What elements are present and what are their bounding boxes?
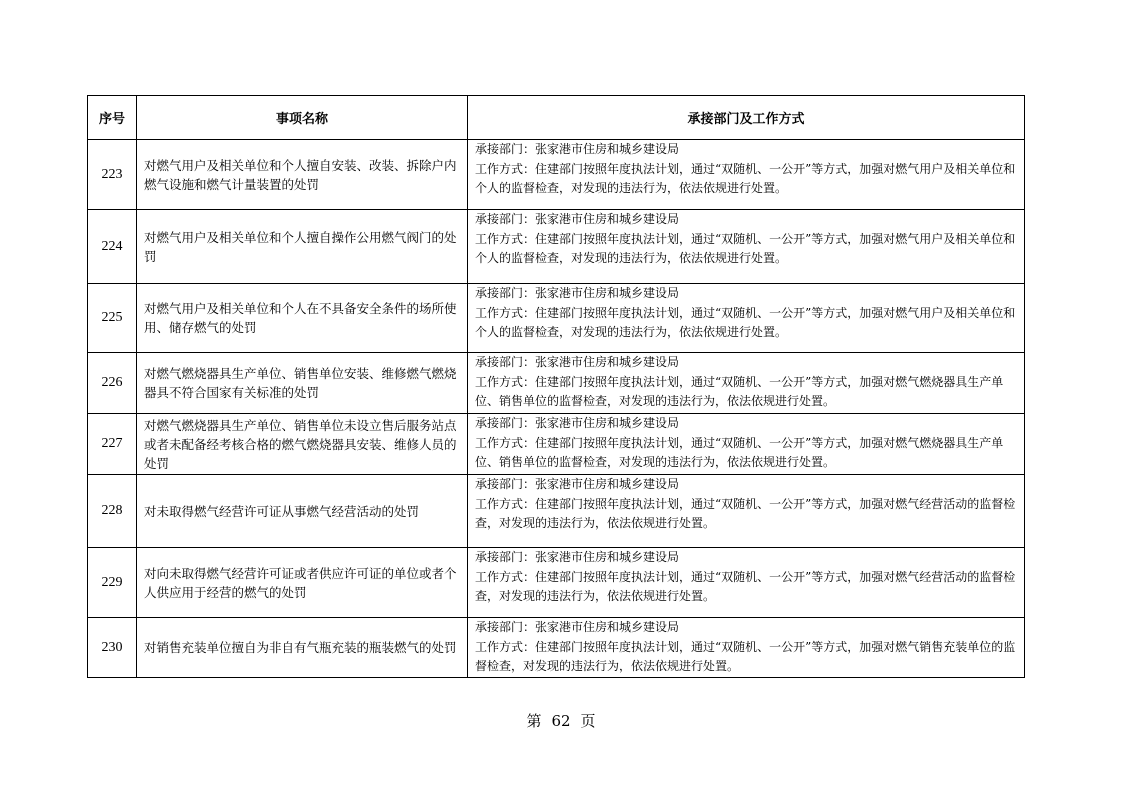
item-name: 对未取得燃气经营许可证从事燃气经营活动的处罚 xyxy=(137,475,468,548)
table-row xyxy=(88,414,1025,475)
page-footer xyxy=(0,710,1122,731)
row-number: 224 xyxy=(88,210,137,284)
table-row xyxy=(88,210,1025,284)
row-number: 228 xyxy=(88,475,137,548)
dept-method-cell xyxy=(468,284,1025,353)
method-line: 工作方式：住建部门按照年度执法计划，通过“双随机、一公开”等方式，加强对燃气用户及相关单位和个人的监督检查，对发现的违法行为，依法依规进行处置。 xyxy=(475,305,1016,339)
method-line: 工作方式：住建部门按照年度执法计划，通过“双随机、一公开”等方式，加强对燃气燃烧器具生产单位、销售单位的监督检查，对发现的违法行为，依法依规进行处置。 xyxy=(475,374,1004,408)
dept-method-cell xyxy=(468,414,1025,475)
row-number: 227 xyxy=(88,414,137,475)
row-number: 229 xyxy=(88,548,137,618)
items-table xyxy=(87,95,1025,678)
method-line: 工作方式：住建部门按照年度执法计划，通过“双随机、一公开”等方式，加强对燃气销售充装单位的监督检查，对发现的违法行为，依法依规进行处置。 xyxy=(475,639,1016,673)
item-name: 对燃气用户及相关单位和个人在不具备安全条件的场所使用、储存燃气的处罚 xyxy=(137,284,468,353)
item-name: 对燃气燃烧器具生产单位、销售单位安装、维修燃气燃烧器具不符合国家有关标准的处罚 xyxy=(137,353,468,414)
table-row xyxy=(88,353,1025,414)
dept-line: 承接部门：张家港市住房和城乡建设局 xyxy=(475,416,680,430)
row-number: 225 xyxy=(88,284,137,353)
page-suffix: 页 xyxy=(580,712,596,730)
table-header-row xyxy=(88,96,1025,140)
method-line: 工作方式：住建部门按照年度执法计划，通过“双随机、一公开”等方式，加强对燃气用户及相关单位和个人的监督检查，对发现的违法行为，依法依规进行处置。 xyxy=(475,231,1016,265)
dept-line: 承接部门：张家港市住房和城乡建设局 xyxy=(475,477,680,491)
row-number: 230 xyxy=(88,618,137,678)
method-line: 工作方式：住建部门按照年度执法计划，通过“双随机、一公开”等方式，加强对燃气经营活动的监督检查，对发现的违法行为，依法依规进行处置。 xyxy=(475,569,1016,603)
row-number: 223 xyxy=(88,140,137,210)
dept-method-cell xyxy=(468,548,1025,618)
dept-line: 承接部门：张家港市住房和城乡建设局 xyxy=(475,142,680,156)
method-line: 工作方式：住建部门按照年度执法计划，通过“双随机、一公开”等方式，加强对燃气经营活动的监督检查，对发现的违法行为，依法依规进行处置。 xyxy=(475,496,1016,530)
method-line: 工作方式：住建部门按照年度执法计划，通过“双随机、一公开”等方式，加强对燃气用户及相关单位和个人的监督检查，对发现的违法行为，依法依规进行处置。 xyxy=(475,161,1016,195)
header-dept-method: 承接部门及工作方式 xyxy=(468,96,1025,140)
dept-line: 承接部门：张家港市住房和城乡建设局 xyxy=(475,550,680,564)
table-row xyxy=(88,548,1025,618)
dept-line: 承接部门：张家港市住房和城乡建设局 xyxy=(475,620,680,634)
dept-line: 承接部门：张家港市住房和城乡建设局 xyxy=(475,212,680,226)
header-item-name: 事项名称 xyxy=(137,96,468,140)
dept-line: 承接部门：张家港市住房和城乡建设局 xyxy=(475,355,680,369)
table-row xyxy=(88,140,1025,210)
dept-method-cell xyxy=(468,140,1025,210)
page-prefix: 第 xyxy=(526,712,542,730)
dept-line: 承接部门：张家港市住房和城乡建设局 xyxy=(475,286,680,300)
table-row xyxy=(88,475,1025,548)
dept-method-cell xyxy=(468,353,1025,414)
dept-method-cell xyxy=(468,618,1025,678)
item-name: 对燃气用户及相关单位和个人擅自安装、改装、拆除户内燃气设施和燃气计量装置的处罚 xyxy=(137,140,468,210)
row-number: 226 xyxy=(88,353,137,414)
method-line: 工作方式：住建部门按照年度执法计划，通过“双随机、一公开”等方式，加强对燃气燃烧器具生产单位、销售单位的监督检查，对发现的违法行为，依法依规进行处置。 xyxy=(475,435,1004,469)
dept-method-cell xyxy=(468,475,1025,548)
table-row xyxy=(88,618,1025,678)
page-number: 62 xyxy=(551,712,571,730)
item-name: 对燃气用户及相关单位和个人擅自操作公用燃气阀门的处罚 xyxy=(137,210,468,284)
header-no: 序号 xyxy=(88,96,137,140)
table-row xyxy=(88,284,1025,353)
dept-method-cell xyxy=(468,210,1025,284)
item-name: 对燃气燃烧器具生产单位、销售单位未设立售后服务站点或者未配备经考核合格的燃气燃烧器具安装、维修人员的处罚 xyxy=(137,414,468,475)
item-name: 对销售充装单位擅自为非自有气瓶充装的瓶装燃气的处罚 xyxy=(137,618,468,678)
item-name: 对向未取得燃气经营许可证或者供应许可证的单位或者个人供应用于经营的燃气的处罚 xyxy=(137,548,468,618)
